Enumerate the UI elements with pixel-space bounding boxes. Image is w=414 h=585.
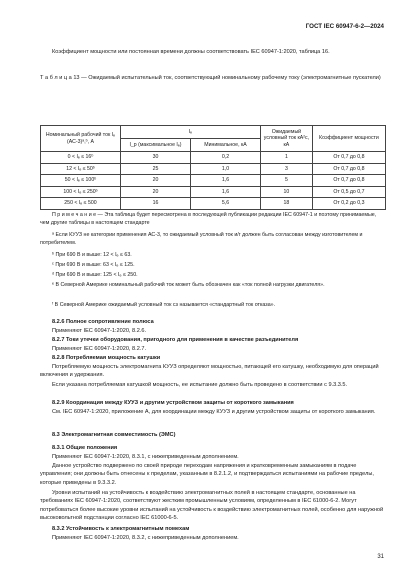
section-827-text: Применяют IEC 60947-1:2020, 8.2.7. bbox=[52, 346, 147, 352]
table-row bbox=[41, 163, 386, 175]
section-831-p3: Уровни испытаний на устойчивость к воздействию электромагнитных полей в настоящем стандарте, основанные на требованиях IEC 60947-1:2020, соответствуют жестким промышленным условиям, определенным в IEC 61000-6-2. Могут потребоваться более высокие уровни испытаний на устойчивость к воздействию электромагнитных полей, особенно для наружной высоковольтной подстанции согласно IEC 61000-6-5. bbox=[40, 490, 384, 522]
table-row bbox=[41, 198, 386, 210]
section-828-title: 8.2.8 Потребляемая мощность катушки bbox=[52, 355, 161, 361]
table-cell: 0,2 bbox=[191, 152, 261, 164]
table-cell: 10 bbox=[260, 186, 312, 198]
section-829-title: 8.2.9 Координация между КУУЗ и другим устройством защиты от короткого замыкания bbox=[52, 400, 294, 406]
table-cell: 20 bbox=[120, 186, 190, 198]
table-cell: 5 bbox=[260, 175, 312, 187]
header-minimum: Минимальное, кА bbox=[191, 139, 261, 152]
section-832-title: 8.3.2 Устойчивость к электромагнитным помехам bbox=[52, 526, 190, 532]
section-827-title: 8.2.7 Токи утечки оборудования, пригодного для применения в качестве разъединителя bbox=[52, 337, 299, 343]
table-cell: 100 < Iₑ ≤ 250ᵇ bbox=[41, 186, 121, 198]
table-cell: 1,0 bbox=[191, 163, 261, 175]
section-831-p2: Данное устройство подвержено по своей природе переходам напряжения и кратковременным замыканиям в подаче управления; они должны быть отнесены к пределам, указанным в 8.2.1.2, и подтверждаться испытаниями на рабочие пределы, которые приведены в 9.3.3.2. bbox=[40, 463, 374, 486]
section-831-p1: Применяют IEC 60947-1:2020, 8.3.1, с нижеприведенным дополнением. bbox=[52, 454, 239, 460]
table-row bbox=[41, 175, 386, 187]
table-cell: 1,6 bbox=[191, 175, 261, 187]
footnote-a: ᵃ Если КУУЗ не категории применения АС-3, то ожидаемый условный ток и/г должен быть согласован между изготовителем и потребителем. bbox=[40, 232, 363, 246]
section-831-title: 8.3.1 Общие положения bbox=[52, 445, 118, 451]
test-current-table bbox=[40, 125, 386, 210]
table-row bbox=[41, 186, 386, 198]
footnote-f: ᶠ В Северной Америке ожидаемый условный ток сз называется «стандартный ток отказа». bbox=[52, 302, 276, 308]
table-cell: 25 bbox=[120, 163, 190, 175]
table-cell: 30 bbox=[120, 152, 190, 164]
page-number: 31 bbox=[377, 554, 384, 560]
table-cell: От 0,5 до 0,7 bbox=[312, 186, 385, 198]
footnote-e: ᵉ В Северной Америке номинальный рабочий ток может быть обозначен как «ток полной нагрузки двигателя». bbox=[52, 282, 325, 288]
header-expected-current: Ожидаемый условный ток кА²c, кА bbox=[260, 126, 312, 152]
section-826-title: 8.2.6 Полное сопротивление полюса bbox=[52, 319, 154, 325]
footnote-d: ᵈ При 690 В и выше: 125 < Iₑ ≤ 250. bbox=[52, 272, 138, 278]
footnote-b: ᵇ При 690 В и выше: 12 < Iₑ ≤ 63. bbox=[52, 252, 132, 258]
table-cell: 1 bbox=[260, 152, 312, 164]
table-cell: От 0,7 до 0,8 bbox=[312, 152, 385, 164]
section-832-text: Применяют IEC 60947-1:2020, 8.3.2, с нижеприведенным дополнением. bbox=[52, 535, 239, 541]
table-cell: 1,6 bbox=[191, 186, 261, 198]
header-group: Iₑ bbox=[120, 126, 260, 139]
table-cell: 18 bbox=[260, 198, 312, 210]
table-row bbox=[41, 152, 386, 164]
table-cell: 16 bbox=[120, 198, 190, 210]
table-note: П р и м е ч а н и е — Эта таблица будет пересмотрена в последующей публикации редакции IEC 60947-1 и поэтому принимаемые, чем другие таблицы в настоящем стандарте bbox=[40, 212, 377, 226]
section-826-text: Применяют IEC 60947-1:2020, 8.2.6. bbox=[52, 328, 147, 334]
table-cell: 0 < Iₑ ≤ 16ᵇ bbox=[41, 152, 121, 164]
section-828-p1: Потребляемую мощность электромагнита КУУЗ определяют мощностью, питающей его катушку, необходимую для операций включения и удержания. bbox=[40, 364, 379, 379]
table-cell: От 0,7 до 0,8 bbox=[312, 163, 385, 175]
header-rated-current: Номинальный рабочий ток Iₑ (AC-3)ᵃ,ᵇ, А bbox=[41, 126, 121, 152]
document-header: ГОСТ IEC 60947-6-2—2024 bbox=[305, 23, 384, 30]
table-cell: 250 < Iₑ ≤ 500 bbox=[41, 198, 121, 210]
intro-paragraph: Коэффициент мощности или постоянная времени должны соответствовать IEC 60947-1:2020, таблица 16. bbox=[52, 49, 330, 55]
table-cell: 12 < Iₑ ≤ 50ᵇ bbox=[41, 163, 121, 175]
table-cell: 5,6 bbox=[191, 198, 261, 210]
footnote-c: ᶜ При 690 В и выше: 63 < Iₑ ≤ 125. bbox=[52, 262, 135, 268]
header-ip-max: I_p (максимальное Iₑ) bbox=[120, 139, 190, 152]
table-cell: 50 < Iₑ ≤ 100ᵇ bbox=[41, 175, 121, 187]
table-cell: 20 bbox=[120, 175, 190, 187]
section-828-p2: Если указана потребляемая катушкой мощность, ее испытание должно быть проведено в соответствии с 9.3.3.5. bbox=[52, 382, 348, 388]
table-cell: От 0,7 до 0,8 bbox=[312, 175, 385, 187]
table-caption: Т а б л и ц а 13 — Ожидаемый испытательный ток, соответствующий номинальному рабочему току (электромагнитные пускатели) bbox=[40, 75, 381, 81]
section-829-text: См. IEC 60947-1:2020, приложение А, для координации между КУУЗ и другим устройством защиты от короткого замыкания. bbox=[52, 409, 376, 415]
table-cell: 3 bbox=[260, 163, 312, 175]
header-power-factor: Коэффициент мощности bbox=[312, 126, 385, 152]
section-83-title: 8.3 Электромагнитная совместимость (ЭМС) bbox=[52, 432, 176, 438]
table-cell: От 0,2 до 0,3 bbox=[312, 198, 385, 210]
